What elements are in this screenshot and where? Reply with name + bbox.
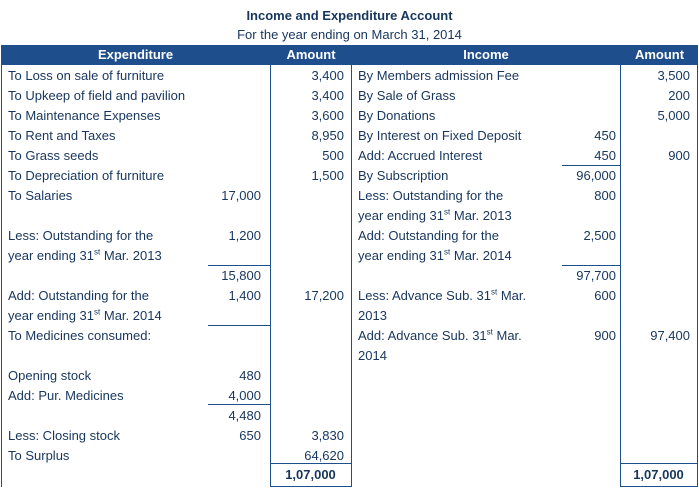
expenditure-label: Add: Pur. Medicines [8, 388, 124, 403]
page-title: Income and Expenditure Account [246, 8, 453, 23]
grid-line [270, 45, 271, 487]
income-label: 2013 [358, 308, 387, 323]
expenditure-label: Opening stock [8, 368, 92, 383]
income-label: Add: Outstanding for the [358, 228, 499, 243]
grid-line [351, 45, 352, 487]
grid-line [697, 45, 698, 487]
expenditure-label: To Grass seeds [8, 148, 99, 163]
income-label: Add: Advance Sub. 31st Mar. [358, 327, 522, 343]
income-sub-amount: 2,500 [583, 228, 616, 243]
expenditure-label: To Depreciation of furniture [8, 168, 165, 183]
income-sub-amount: 97,700 [576, 268, 616, 283]
income-sub-amount: 600 [594, 288, 616, 303]
income-amount: 3,500 [657, 68, 690, 83]
expenditure-label: To Salaries [8, 188, 73, 203]
income-sub-amount: 96,000 [576, 168, 616, 183]
expenditure-sub-amount: 15,800 [221, 268, 261, 283]
income-sub-amount: 900 [594, 328, 616, 343]
header-amount-right: Amount [621, 45, 698, 65]
expenditure-label: To Loss on sale of furniture [8, 68, 165, 83]
income-label: By Members admission Fee [358, 68, 520, 83]
income-sub-amount: 450 [594, 128, 616, 143]
header-amount-left: Amount [271, 45, 351, 65]
expenditure-amount: 3,400 [311, 68, 344, 83]
total-line [620, 486, 697, 487]
expenditure-sub-amount: 4,000 [228, 388, 261, 403]
income-sub-amount: 450 [594, 148, 616, 163]
expenditure-label: Less: Closing stock [8, 428, 120, 443]
expenditure-amount: 17,200 [304, 288, 344, 303]
total-left: 1,07,000 [285, 467, 336, 482]
expenditure-label: To Medicines consumed: [8, 328, 152, 343]
expenditure-sub-amount: 480 [239, 368, 261, 383]
income-amount: 5,000 [657, 108, 690, 123]
income-amount: 97,400 [650, 328, 690, 343]
income-label: year ending 31st Mar. 2014 [358, 247, 512, 263]
expenditure-label: Add: Outstanding for the [8, 288, 149, 303]
income-label: By Interest on Fixed Deposit [358, 128, 522, 143]
expenditure-sub-amount: 17,000 [221, 188, 261, 203]
header-income: Income [352, 45, 620, 65]
page-subtitle: For the year ending on March 31, 2014 [237, 27, 462, 42]
total-right: 1,07,000 [633, 467, 684, 482]
expenditure-sub-amount: 1,200 [228, 228, 261, 243]
expenditure-label: year ending 31st Mar. 2013 [8, 247, 162, 263]
income-amount: 200 [668, 88, 690, 103]
expenditure-amount: 1,500 [311, 168, 344, 183]
expenditure-label: year ending 31st Mar. 2014 [8, 307, 162, 323]
income-label: By Donations [358, 108, 436, 123]
income-label: 2014 [358, 348, 387, 363]
grid-line [1, 45, 2, 487]
expenditure-amount: 500 [322, 148, 344, 163]
expenditure-label: To Maintenance Expenses [8, 108, 161, 123]
income-label: By Subscription [358, 168, 449, 183]
income-label: Less: Outstanding for the [358, 188, 504, 203]
total-line [270, 486, 351, 487]
income-label: Add: Accrued Interest [358, 148, 483, 163]
income-amount: 900 [668, 148, 690, 163]
income-label: year ending 31st Mar. 2013 [358, 207, 512, 223]
total-line [620, 463, 697, 464]
income-sub-amount: 800 [594, 188, 616, 203]
subtotal-line [208, 325, 270, 326]
expenditure-amount: 3,830 [311, 428, 344, 443]
expenditure-label: To Upkeep of field and pavilion [8, 88, 186, 103]
expenditure-sub-amount: 4,480 [228, 408, 261, 423]
expenditure-sub-amount: 650 [239, 428, 261, 443]
expenditure-label: Less: Outstanding for the [8, 228, 154, 243]
income-label: By Sale of Grass [358, 88, 456, 103]
expenditure-label: To Rent and Taxes [8, 128, 116, 143]
expenditure-label: To Surplus [8, 448, 70, 463]
income-label: Less: Advance Sub. 31st Mar. [358, 287, 527, 303]
expenditure-amount: 64,620 [304, 448, 344, 463]
header-expenditure: Expenditure [1, 45, 270, 65]
expenditure-amount: 3,600 [311, 108, 344, 123]
expenditure-amount: 8,950 [311, 128, 344, 143]
grid-line [620, 45, 621, 487]
expenditure-amount: 3,400 [311, 88, 344, 103]
expenditure-sub-amount: 1,400 [228, 288, 261, 303]
